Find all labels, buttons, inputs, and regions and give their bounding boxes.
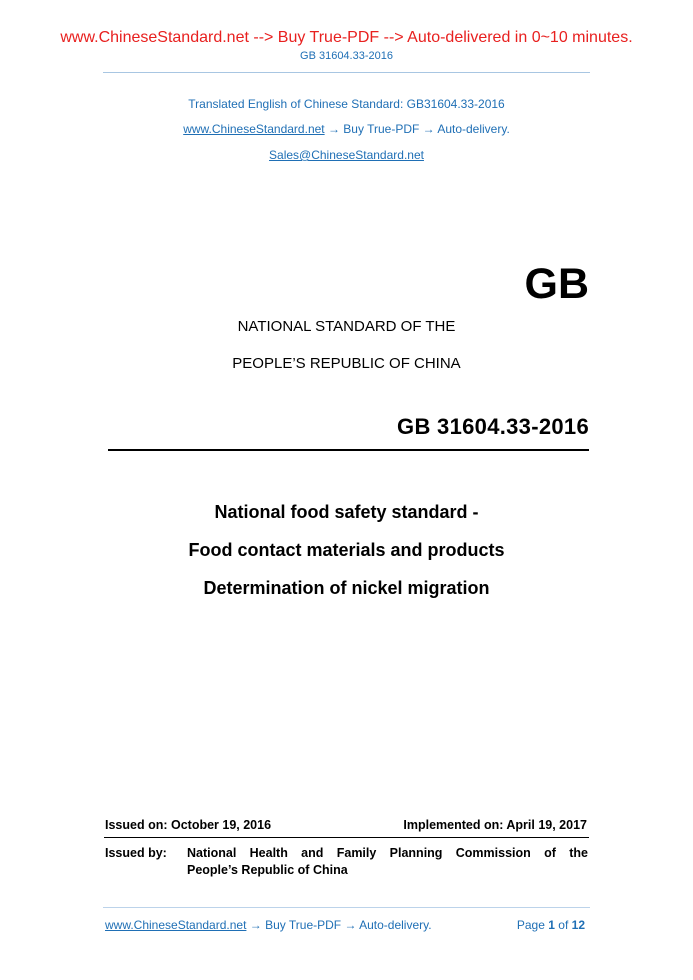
national-standard-line1: NATIONAL STANDARD OF THE <box>237 318 456 335</box>
implemented-on: Implemented on: April 19, 2017 <box>403 818 587 832</box>
title-line1: National food safety standard - <box>214 502 479 522</box>
email-line <box>0 148 693 162</box>
footer-site-link[interactable]: www.ChineseStandard.net <box>105 918 247 932</box>
page-of: of <box>558 918 569 932</box>
standard-number: GB 31604.33-2016 <box>397 414 589 439</box>
footer-divider <box>103 907 590 908</box>
issued-by-line1: National Health and Family Planning Commission of the <box>187 846 588 860</box>
page-total: 12 <box>571 918 585 932</box>
page-label: Page <box>516 918 545 932</box>
buy-text: → Buy True-PDF → Auto-delivery. <box>324 122 510 136</box>
translated-note: Translated English of Chinese Standard: GB31604.33-2016 <box>188 97 505 111</box>
site-link[interactable]: www.ChineseStandard.net <box>183 122 325 136</box>
issued-by-line2: People’s Republic of China <box>187 863 348 877</box>
title-line3: Determination of nickel migration <box>203 578 490 598</box>
promo-line <box>0 122 693 136</box>
title-line2: Food contact materials and products <box>188 540 505 560</box>
top-banner[interactable]: www.ChineseStandard.net --> Buy True-PDF --> Auto-delivered in 0~10 minutes. <box>60 29 633 46</box>
header-standard-code: GB 31604.33-2016 <box>300 50 393 62</box>
issued-on: Issued on: October 19, 2016 <box>105 818 272 832</box>
footer-buy-text: → Buy True-PDF → Auto-delivery. <box>246 918 432 932</box>
footer-promo <box>105 918 432 932</box>
page-current: 1 <box>548 918 555 932</box>
gb-mark: GB <box>524 260 589 308</box>
page-indicator <box>517 918 585 932</box>
issued-by-label: Issued by: <box>105 846 167 860</box>
meta-divider <box>104 837 589 838</box>
email-link[interactable]: Sales@ChineseStandard.net <box>269 148 424 162</box>
national-standard-line2: PEOPLE’S REPUBLIC OF CHINA <box>232 355 461 372</box>
standard-divider <box>108 449 589 451</box>
header-divider <box>103 72 590 73</box>
